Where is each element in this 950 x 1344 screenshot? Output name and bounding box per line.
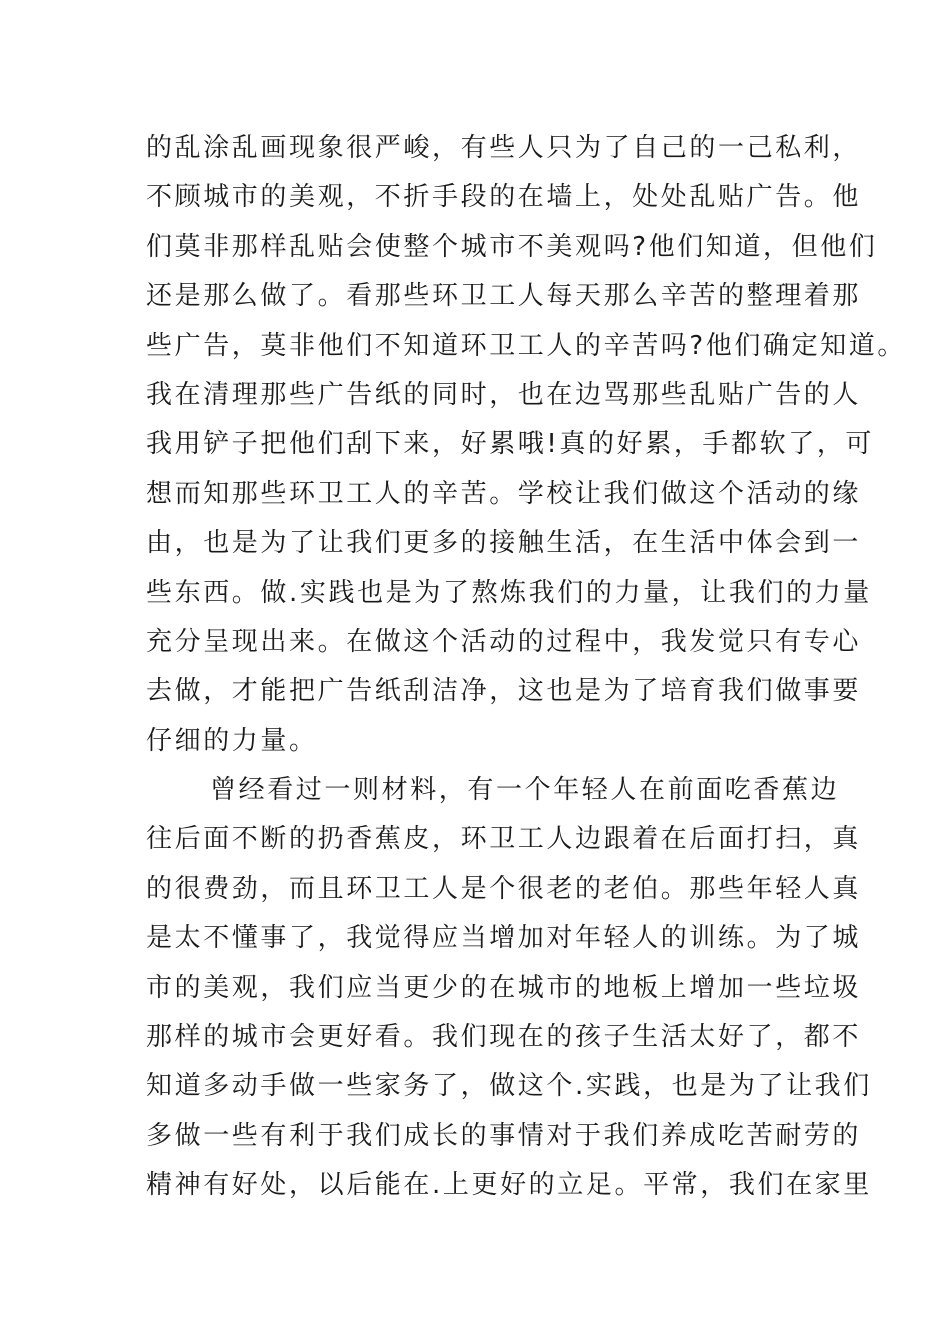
text-line: 们莫非那样乱贴会使整个城市不美观吗?他们知道，但他们: [146, 231, 878, 262]
text-line: 市的美观，我们应当更少的在城市的地板上增加一些垃圾: [146, 972, 862, 1003]
text-line: 那样的城市会更好看。我们现在的孩子生活太好了，都不: [146, 1022, 862, 1053]
text-line: 往后面不断的扔香蕉皮，环卫工人边跟着在后面打扫，真: [146, 824, 862, 855]
text-line: 些广告，莫非他们不知道环卫工人的辛苦吗?他们确定知道。: [146, 330, 907, 361]
text-line: 些东西。做.实践也是为了熬炼我们的力量，让我们的力量: [146, 577, 872, 608]
text-line: 的乱涂乱画现象很严峻，有些人只为了自己的一己私利，: [146, 133, 862, 163]
text-body: [146, 124, 907, 1211]
text-line: 去做，才能把广告纸刮洁净，这也是为了培育我们做事要: [146, 676, 862, 707]
text-line: 想而知那些环卫工人的辛苦。学校让我们做这个活动的缘: [146, 478, 862, 509]
text-line: 精神有好处，以后能在.上更好的立足。平常，我们在家里: [146, 1170, 872, 1201]
paragraph-1: [146, 124, 907, 766]
text-line: 还是那么做了。看那些环卫工人每天那么辛苦的整理着那: [146, 281, 862, 312]
text-line: 是太不懂事了，我觉得应当增加对年轻人的训练。为了城: [146, 923, 862, 954]
text-line: 知道多动手做一些家务了，做这个.实践，也是为了让我们: [146, 1071, 872, 1102]
text-line: 充分呈现出来。在做这个活动的过程中，我发觉只有专心: [146, 626, 862, 657]
text-line: 的很费劲，而且环卫工人是个很老的老伯。那些年轻人真: [146, 873, 862, 904]
text-line-indented: 曾经看过一则材料，有一个年轻人在前面吃香蕉边: [210, 775, 840, 806]
paragraph-2: [146, 766, 872, 1211]
text-line: 多做一些有利于我们成长的事情对于我们养成吃苦耐劳的: [146, 1120, 862, 1151]
text-line: 仔细的力量。: [146, 725, 318, 756]
text-line: 我用铲子把他们刮下来，好累哦!真的好累，手都软了，可: [146, 429, 875, 460]
text-line: 不顾城市的美观，不折手段的在墙上，处处乱贴广告。他: [146, 182, 862, 213]
text-line: 我在清理那些广告纸的同时，也在边骂那些乱贴广告的人: [146, 379, 862, 410]
text-line: 由，也是为了让我们更多的接触生活，在生活中体会到一: [146, 528, 862, 559]
